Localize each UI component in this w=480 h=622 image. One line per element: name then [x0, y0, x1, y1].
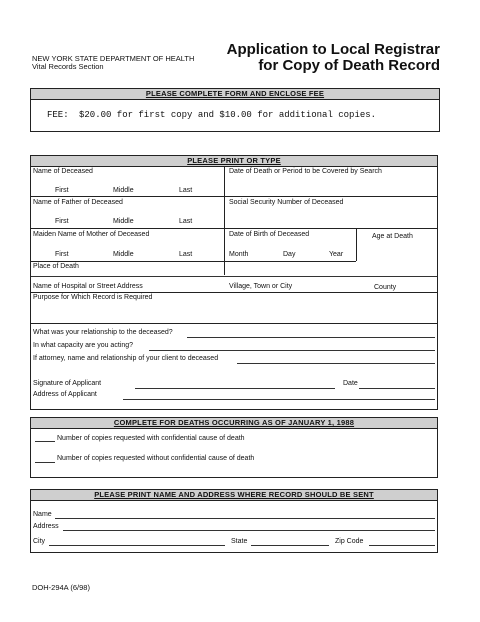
department-name — [32, 55, 194, 71]
capacity-field[interactable] — [149, 350, 435, 351]
name-of-deceased-field[interactable] — [33, 176, 221, 186]
dob-field[interactable] — [229, 240, 353, 250]
copies-with-cause-label: Number of copies requested with confidential cause of death — [57, 435, 245, 442]
fee-banner: PLEASE COMPLETE FORM AND ENCLOSE FEE — [31, 89, 439, 100]
purpose-label: Purpose for Which Record is Required — [33, 294, 153, 301]
form-code: DOH-294A (6/98) — [32, 583, 90, 592]
mailing-address-section — [30, 489, 438, 553]
ssn-field[interactable] — [229, 207, 434, 225]
dob-label: Date of Birth of Deceased — [229, 231, 310, 238]
name-of-deceased-label: Name of Deceased — [33, 168, 93, 175]
fee-section — [30, 88, 440, 132]
send-banner: PLEASE PRINT NAME AND ADDRESS WHERE RECORD SHOULD BE SENT — [31, 490, 437, 501]
send-address-field[interactable] — [63, 530, 435, 531]
county-label: County — [374, 284, 397, 291]
first-label: First — [55, 187, 69, 194]
father-name-field[interactable] — [33, 207, 221, 217]
attorney-label: If attorney, name and relationship of your client to deceased — [33, 355, 219, 362]
last-label: Last — [179, 187, 193, 194]
place-of-death-label: Place of Death — [33, 263, 79, 270]
department-line-1: NEW YORK STATE DEPARTMENT OF HEALTH — [32, 54, 195, 63]
middle-label: Middle — [113, 218, 134, 225]
date-label: Date — [343, 380, 358, 387]
mother-name-field[interactable] — [33, 240, 221, 250]
address-of-applicant-field[interactable] — [123, 399, 435, 400]
deceased-info-section — [30, 155, 438, 410]
middle-label: Middle — [113, 251, 134, 258]
send-zip-field[interactable] — [369, 545, 435, 546]
attorney-field[interactable] — [237, 363, 435, 364]
send-state-field[interactable] — [251, 545, 329, 546]
last-label: Last — [179, 251, 193, 258]
first-label: First — [55, 218, 69, 225]
capacity-label: In what capacity are you acting? — [33, 342, 134, 349]
send-zip-label: Zip Code — [335, 538, 364, 545]
ssn-label: Social Security Number of Deceased — [229, 199, 344, 206]
mother-name-label: Maiden Name of Mother of Deceased — [33, 231, 150, 238]
signature-label: Signature of Applicant — [33, 380, 102, 387]
age-at-death-label: Age at Death — [372, 233, 413, 240]
year-label: Year — [329, 251, 344, 258]
address-of-applicant-label: Address of Applicant — [33, 391, 97, 398]
last-label: Last — [179, 218, 193, 225]
day-label: Day — [283, 251, 296, 258]
department-line-2: Vital Records Section — [32, 62, 104, 71]
send-name-field[interactable] — [55, 518, 435, 519]
age-at-death-field[interactable] — [361, 243, 435, 259]
middle-label: Middle — [113, 187, 134, 194]
copies-without-cause-field[interactable] — [35, 462, 55, 463]
fee-text: $20.00 for first copy and $10.00 for additional copies. — [79, 110, 377, 120]
form-title — [227, 42, 440, 74]
fee-label: FEE: — [47, 110, 69, 120]
copies-with-cause-field[interactable] — [35, 441, 55, 442]
send-name-label: Name — [33, 511, 52, 518]
place-of-death-field[interactable] — [33, 272, 433, 282]
father-name-label: Name of Father of Deceased — [33, 199, 123, 206]
print-banner: PLEASE PRINT OR TYPE — [31, 156, 437, 167]
village-label: Village, Town or City — [229, 283, 293, 290]
send-state-label: State — [231, 538, 248, 545]
relationship-label: What was your relationship to the deceased? — [33, 329, 173, 336]
date-of-death-field[interactable] — [229, 176, 434, 194]
send-address-label: Address — [33, 523, 59, 530]
purpose-field[interactable] — [33, 303, 433, 321]
deaths-1988-section — [30, 417, 438, 478]
copies-without-cause-label: Number of copies requested without confidential cause of death — [57, 455, 255, 462]
hospital-label: Name of Hospital or Street Address — [33, 283, 143, 290]
deaths-banner: COMPLETE FOR DEATHS OCCURRING AS OF JANUARY 1, 1988 — [31, 418, 437, 429]
month-label: Month — [229, 251, 249, 258]
form-title-line-2: for Copy of Death Record — [258, 57, 440, 74]
form-title-line-1: Application to Local Registrar — [226, 41, 440, 58]
date-of-death-label: Date of Death or Period to be Covered by Search — [229, 168, 382, 175]
send-city-label: City — [33, 538, 46, 545]
send-city-field[interactable] — [49, 545, 225, 546]
first-label: First — [55, 251, 69, 258]
date-field[interactable] — [359, 388, 435, 389]
signature-field[interactable] — [135, 388, 335, 389]
relationship-field[interactable] — [187, 337, 435, 338]
